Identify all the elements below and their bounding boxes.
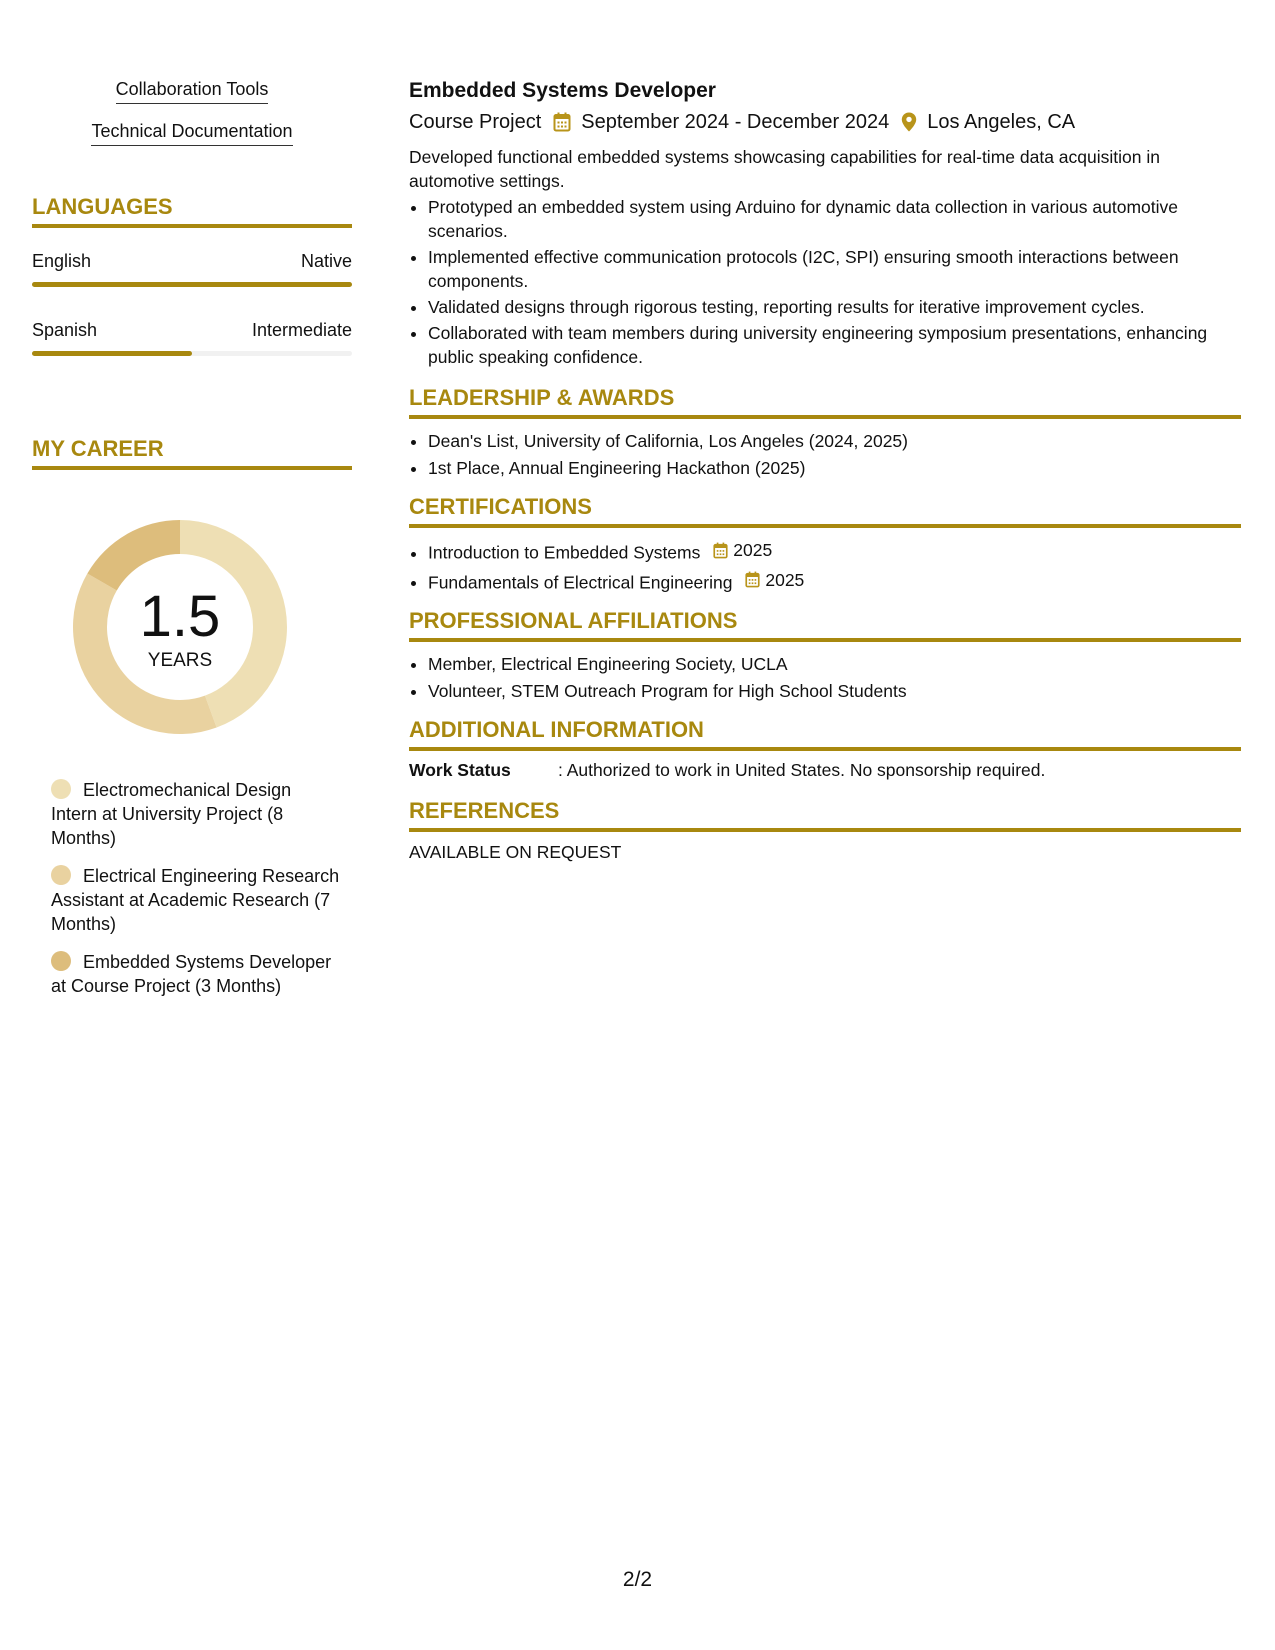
info-row	[409, 758, 1241, 782]
career-section	[32, 436, 352, 998]
references-section	[409, 798, 1241, 864]
list-item: • Prototyped an embedded system using Arduino for dynamic data collection in various automotive scenarios.	[428, 195, 1241, 243]
language-row	[32, 319, 352, 341]
list-item	[428, 568, 1241, 595]
certification-year: 2025	[733, 540, 773, 560]
legend-label: Embedded Systems Developer at Course Project (3 Months)	[51, 952, 332, 996]
legend-dot	[51, 865, 71, 885]
language-bar	[32, 282, 352, 287]
job-bullets	[409, 195, 1241, 369]
list-item	[428, 538, 1241, 565]
section-title: LANGUAGES	[32, 194, 352, 228]
job-meta	[409, 109, 1241, 135]
affiliations-list	[409, 652, 1241, 703]
calendar-icon	[553, 112, 571, 132]
job-location: Los Angeles, CA	[927, 111, 1076, 133]
left-column	[32, 78, 352, 1012]
language-bar-fill	[32, 351, 192, 356]
languages-section	[32, 194, 352, 356]
legend-item	[51, 950, 341, 998]
leadership-section	[409, 385, 1241, 480]
section-title: ADDITIONAL INFORMATION	[409, 717, 1241, 751]
language-level: Native	[300, 251, 352, 271]
certification-date	[745, 568, 804, 592]
language-level: Intermediate	[251, 320, 352, 340]
language-name: Spanish	[32, 320, 98, 340]
section-title: MY CAREER	[32, 436, 352, 470]
list-item: • Collaborated with team members during university engineering symposium presentations, enhancing public speaking confidence.	[428, 321, 1241, 369]
legend-item	[51, 864, 341, 936]
right-column	[409, 78, 1241, 864]
language-row	[32, 250, 352, 272]
language-bar-fill	[32, 282, 352, 287]
skill-tags	[32, 78, 352, 162]
donut-center	[67, 514, 293, 740]
job-dates: September 2024 - December 2024	[581, 111, 890, 133]
career-total-unit: YEARS	[147, 650, 213, 671]
calendar-icon	[713, 542, 728, 559]
certification-year: 2025	[765, 569, 805, 590]
list-item: • Implemented effective communication protocols (I2C, SPI) ensuring smooth interactions between components.	[428, 245, 1241, 293]
career-legend	[51, 778, 341, 998]
list-item: • Validated designs through rigorous testing, reporting results for iterative improvement cycles.	[428, 295, 1241, 319]
legend-item	[51, 778, 341, 850]
list-item: • 1st Place, Annual Engineering Hackathon (2025)	[428, 456, 1241, 480]
legend-dot	[51, 951, 71, 971]
page-number: 2/2	[622, 1568, 653, 1591]
list-item: • Dean's List, University of California, Los Angeles (2024, 2025)	[428, 429, 1241, 453]
job-summary: Developed functional embedded systems showcasing capabilities for real-time data acquisition in automotive settings.	[409, 147, 1160, 191]
section-title: LEADERSHIP & AWARDS	[409, 385, 1241, 419]
legend-label: Electromechanical Design Intern at University Project (8 Months)	[51, 780, 292, 848]
affiliations-section	[409, 608, 1241, 703]
legend-label: Electrical Engineering Research Assistant at Academic Research (7 Months)	[51, 866, 340, 934]
section-title: PROFESSIONAL AFFILIATIONS	[409, 608, 1241, 642]
certifications-section	[409, 494, 1241, 594]
language-name: English	[32, 251, 92, 271]
certification-name: Introduction to Embedded Systems	[428, 542, 701, 563]
experience-entry	[409, 78, 1241, 369]
career-donut-chart	[67, 514, 293, 740]
info-value: : Authorized to work in United States. No sponsorship required.	[558, 760, 1046, 780]
section-title: CERTIFICATIONS	[409, 494, 1241, 528]
skill-tag: Collaboration Tools	[116, 78, 269, 104]
calendar-icon	[745, 571, 760, 588]
references-text: AVAILABLE ON REQUEST	[409, 842, 622, 862]
certification-date	[713, 538, 772, 562]
certification-name: Fundamentals of Electrical Engineering	[428, 572, 733, 592]
job-company: Course Project	[409, 111, 542, 133]
map-pin-icon	[901, 112, 917, 132]
skill-tag: Technical Documentation	[91, 120, 292, 146]
job-title: Embedded Systems Developer	[409, 79, 716, 102]
certifications-list	[409, 538, 1241, 594]
section-title: REFERENCES	[409, 798, 1241, 832]
legend-dot	[51, 779, 71, 799]
additional-info-section	[409, 717, 1241, 782]
list-item: • Member, Electrical Engineering Society, UCLA	[428, 652, 1241, 676]
language-bar	[32, 351, 352, 356]
leadership-list	[409, 429, 1241, 480]
info-label: Work Status	[409, 760, 511, 780]
career-total-value: 1.5	[139, 584, 221, 649]
list-item: • Volunteer, STEM Outreach Program for High School Students	[428, 679, 1241, 703]
